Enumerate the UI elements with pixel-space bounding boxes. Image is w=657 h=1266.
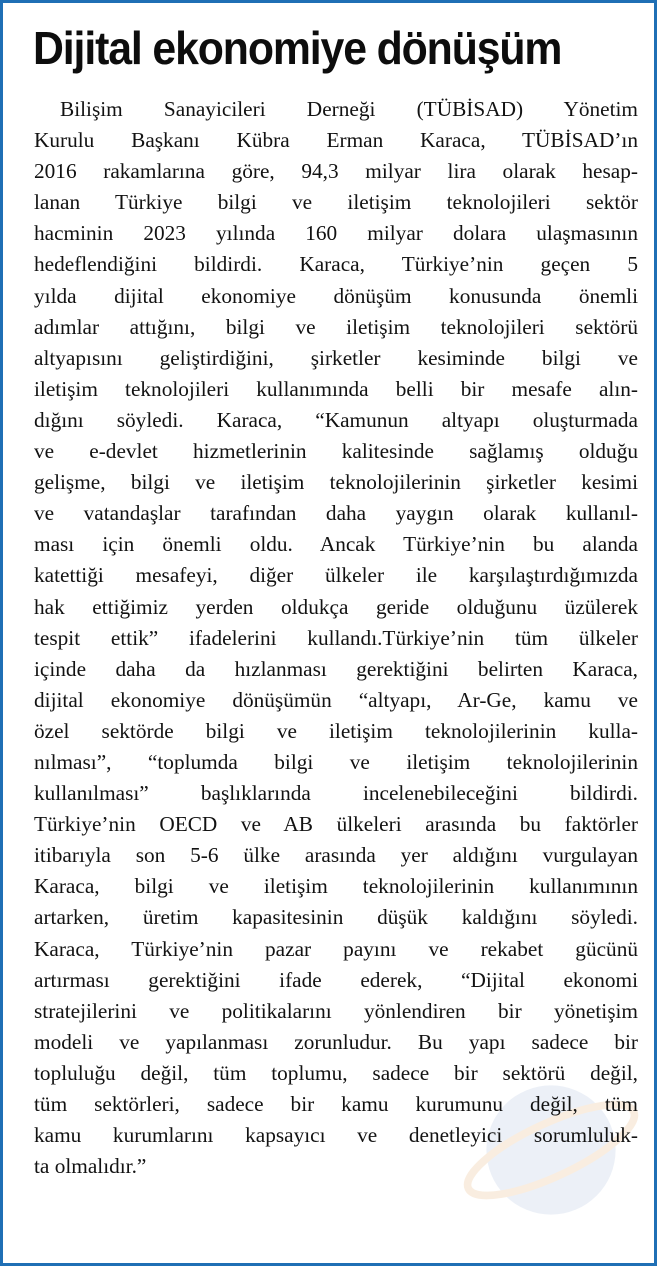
article-line: altyapısını geliştirdiğini, şirketler kesiminde bilgi ve	[34, 345, 638, 370]
article-line: topluluğu değil, tüm toplumu, sadece bir sektörü değil,	[34, 1060, 638, 1085]
article-line: itibarıyla son 5-6 ülke arasında yer aldığını vurgulayan	[34, 843, 638, 868]
article-line: Bilişim Sanayicileri Derneği (TÜBİSAD) Yönetim	[60, 97, 638, 121]
article-line: iletişim teknolojileri kullanımında belli bir mesafe alın-	[34, 376, 638, 401]
article-line: artarken, üretim kapasitesinin düşük kaldığını söyledi.	[34, 905, 638, 930]
article-line: Türkiye’nin OECD ve AB ülkeleri arasında bu faktörler	[34, 812, 638, 837]
article-headline: Dijital ekonomiye dönüşüm	[33, 22, 562, 74]
article-line: Karaca, Türkiye’nin pazar payını ve rekabet gücünü	[34, 936, 638, 961]
article-line: katettiği mesafeyi, diğer ülkeler ile karşılaştırdığımızda	[34, 563, 638, 588]
article-line: ve vatandaşlar tarafından daha yaygın olarak kullanıl-	[34, 501, 638, 526]
article-line: içinde daha da hızlanması gerektiğini belirten Karaca,	[34, 656, 638, 681]
article-line: modeli ve yapılanması zorunludur. Bu yapı sadece bir	[34, 1029, 638, 1054]
article-line: nılması”, “toplumda bilgi ve iletişim teknolojilerinin	[34, 749, 638, 774]
article-line: yılda dijital ekonomiye dönüşüm konusunda önemli	[34, 283, 638, 308]
article-line: dijital ekonomiye dönüşümün “altyapı, Ar-Ge, kamu ve	[34, 687, 638, 712]
article-line: tüm sektörleri, sadece bir kamu kurumunu değil, tüm	[34, 1092, 638, 1116]
article-line: gelişme, bilgi ve iletişim teknolojilerinin şirketler kesimi	[34, 470, 638, 495]
article-line: hedeflendiğini bildirdi. Karaca, Türkiye’nin geçen 5	[34, 252, 638, 277]
article-line: özel sektörde bilgi ve iletişim teknolojilerinin kulla-	[34, 718, 638, 743]
article-line: artırması gerektiğini ifade ederek, “Dijital ekonomi	[34, 967, 638, 992]
article-line: Kurulu Başkanı Kübra Erman Karaca, TÜBİSAD’ın	[34, 128, 638, 153]
article-line: tespit ettik” ifadelerini kullandı.Türkiye’nin tüm ülkeler	[34, 625, 638, 650]
article-line: ta olmalıdır.”	[34, 1154, 147, 1179]
article-line: dığını söyledi. Karaca, “Kamunun altyapı oluşturmada	[34, 407, 638, 432]
article-line: 2016 rakamlarına göre, 94,3 milyar lira olarak hesap-	[34, 159, 638, 184]
article-line: ması için önemli oldu. Ancak Türkiye’nin bu alanda	[34, 532, 638, 557]
article-line: adımlar attığını, bilgi ve iletişim teknolojileri sektörü	[34, 314, 638, 339]
article-line: Karaca, bilgi ve iletişim teknolojilerinin kullanımının	[34, 874, 638, 899]
article-line: stratejilerini ve politikalarını yönlendiren bir yönetişim	[34, 998, 638, 1023]
article-line: hak ettiğimiz yerden oldukça geride olduğunu üzülerek	[34, 594, 638, 619]
article-line: hacminin 2023 yılında 160 milyar dolara ulaşmasının	[34, 221, 638, 246]
article-body	[34, 94, 638, 1182]
article-line: ve e-devlet hizmetlerinin kalitesinde sağlamış olduğu	[34, 439, 638, 464]
article-line: kamu kurumlarını kapsayıcı ve denetleyici sorumluluk-	[34, 1123, 638, 1148]
article-line: kullanılması” başlıklarında incelenebileceğini bildirdi.	[34, 781, 638, 806]
article-line: lanan Türkiye bilgi ve iletişim teknolojileri sektör	[34, 190, 638, 215]
